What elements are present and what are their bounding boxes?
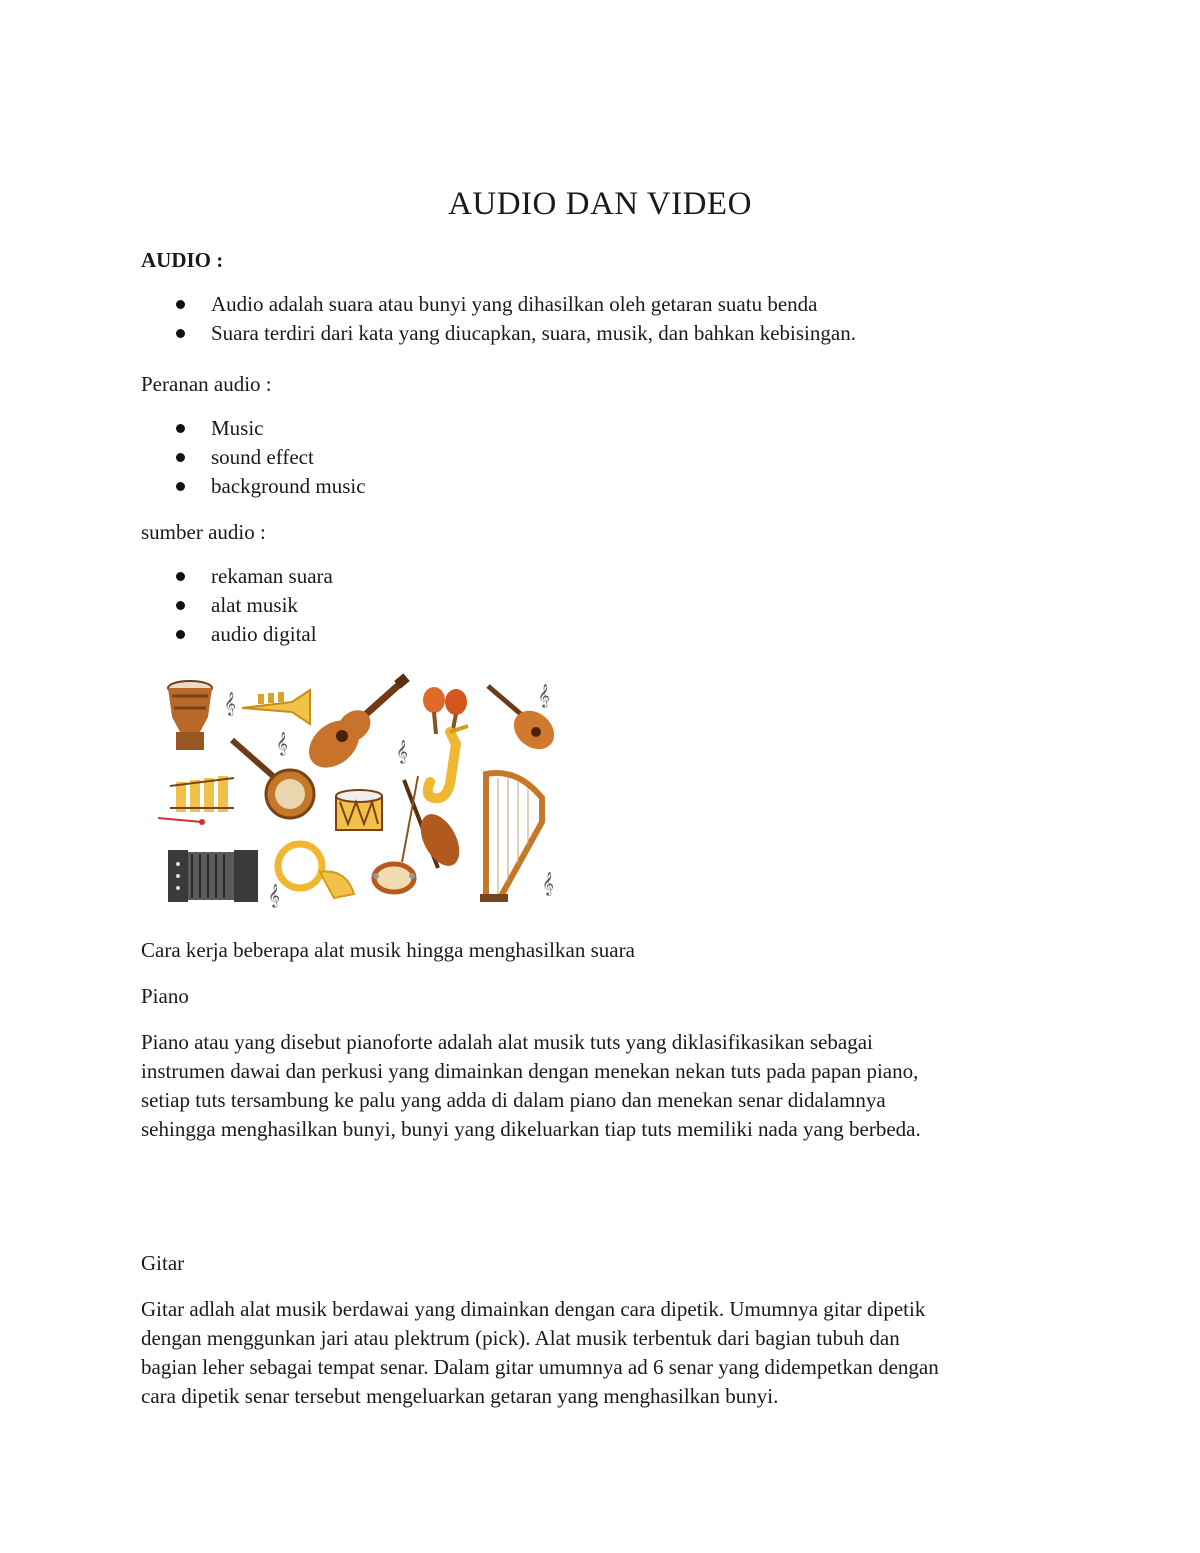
svg-text:𝄞: 𝄞 [538,683,550,707]
svg-text:𝄞: 𝄞 [542,871,554,895]
saxophone-icon [428,726,468,798]
snare-drum-icon [336,790,382,830]
accordion-icon [168,850,258,902]
list-item: Audio adalah suara atau bunyi yang dihasilkan oleh getaran suatu benda [141,290,856,319]
list-item: alat musik [141,591,333,620]
bullet-icon [176,300,185,309]
sumber-heading: sumber audio : [141,520,266,544]
xylophone-icon [158,776,234,825]
list-item: background music [141,472,366,501]
cara-kerja-text: Cara kerja beberapa alat musik hingga menghasilkan suara [141,938,635,962]
audio-points-list [141,290,856,348]
audio-heading: AUDIO : [141,248,224,272]
bullet-icon [176,329,185,338]
sumber-list [141,562,333,649]
peranan-heading: Peranan audio : [141,372,272,396]
trumpet-icon [242,690,310,724]
french-horn-icon [278,844,354,898]
gitar-heading: Gitar [141,1251,185,1275]
peranan-list [141,414,366,501]
bullet-icon [176,453,185,462]
gitar-paragraph: Gitar adlah alat musik berdawai yang dimainkan dengan cara dipetik. Umumnya gitar dipetik dengan menggunkan jari atau plektrum (pick). Alat musik terbentuk dari bagian tubuh dan bagian leher sebagai tempat senar. Dalam gitar umumnya ad 6 senar yang didempetkan dengan cara dipetik senar tersebut mengeluarkan getaran yang menghasilkan bunyi. [141,1297,939,1408]
guitar-icon [300,673,410,777]
violin-icon [402,776,467,872]
tambourine-icon [373,864,415,892]
svg-text:𝄞: 𝄞 [396,739,408,763]
bullet-icon [176,424,185,433]
page-title: AUDIO DAN VIDEO [448,186,752,222]
list-item: sound effect [141,443,366,472]
mandolin-icon [488,686,562,757]
harp-icon [480,773,542,902]
bullet-icon [176,630,185,639]
svg-text:𝄞: 𝄞 [224,691,236,715]
bullet-icon [176,601,185,610]
piano-paragraph: Piano atau yang disebut pianoforte adalah alat musik tuts yang diklasifikasikan sebagai instrumen dawai dan perkusi yang dimainkan dengan menekan nekan tuts pada papan piano, setiap tuts tersambung ke palu yang adda di dalam piano dan menekan senar didalamnya sehingga menghasilkan bunyi, bunyi yang dikeluarkan tiap tuts memiliki nada yang berbeda. [141,1030,921,1141]
bullet-icon [176,482,185,491]
list-item: Music [141,414,366,443]
list-item: Suara terdiri dari kata yang diucapkan, suara, musik, dan bahkan kebisingan. [141,319,856,348]
svg-text:𝄞: 𝄞 [268,883,280,907]
svg-text:𝄞: 𝄞 [276,731,288,755]
djembe-icon [168,681,212,750]
list-item: audio digital [141,620,333,649]
list-item: rekaman suara [141,562,333,591]
bullet-icon [176,572,185,581]
banjo-icon [232,740,314,818]
piano-heading: Piano [141,984,189,1008]
musical-instruments-illustration [150,672,570,917]
